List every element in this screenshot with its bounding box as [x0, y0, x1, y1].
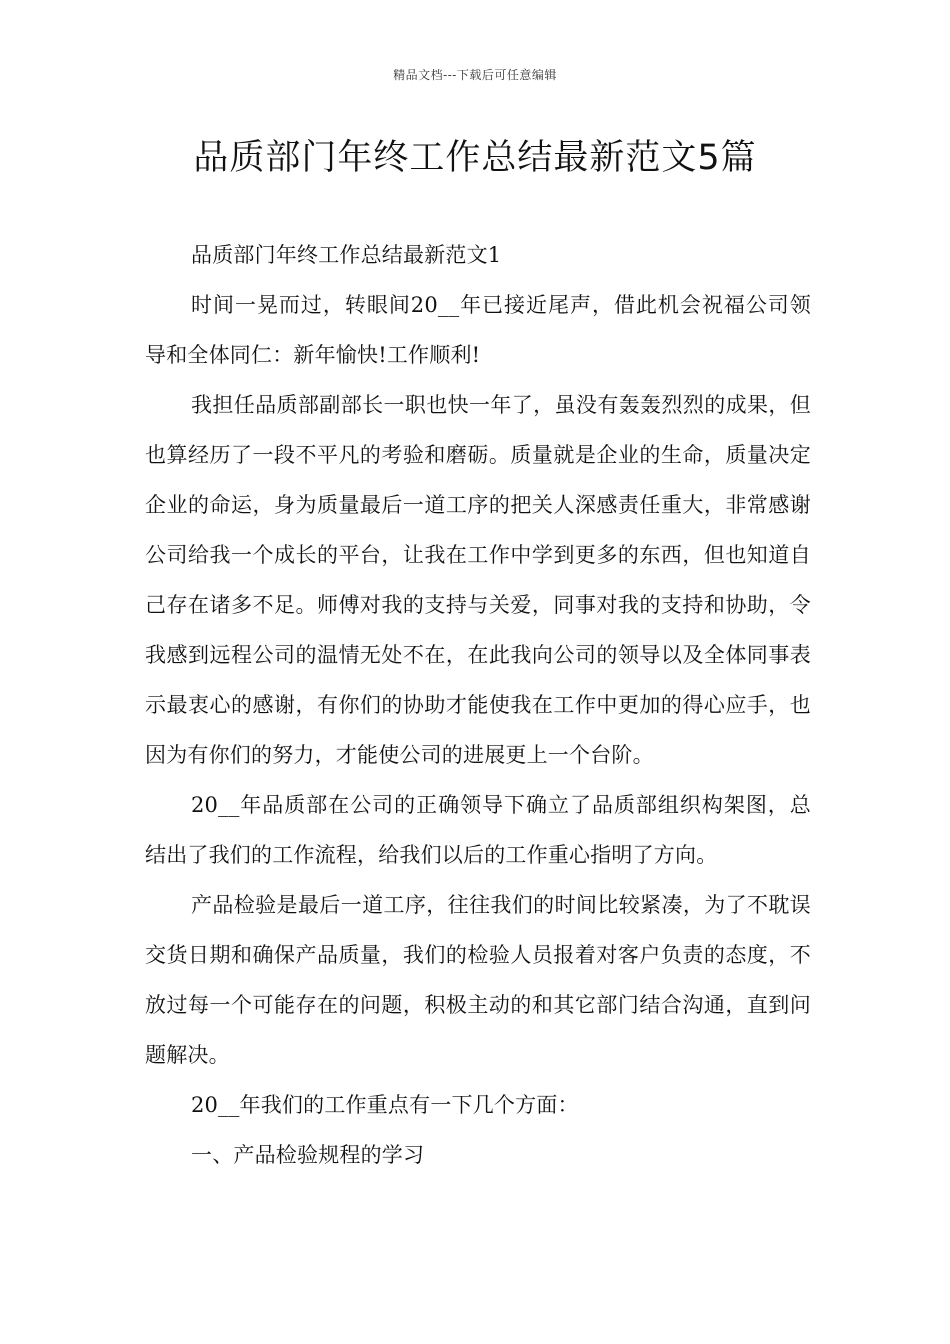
header-note: 精品文档---下载后可任意编辑 — [393, 68, 557, 82]
paragraph: 20__年品质部在公司的正确领导下确立了品质部组织构架图，总结出了我们的工作流程，给我们以后的工作重心指明了方向。 — [145, 793, 811, 867]
paragraph: 产品检验是最后一道工序，往往我们的时间比较紧凑，为了不耽误交货日期和确保产品质量，我们的检验人员报着对客户负责的态度，不放过每一个可能存在的问题，积极主动的和其它部门结合沟通，直到问题解决。 — [145, 893, 811, 1067]
paragraph: 我担任品质部副部长一职也快一年了，虽没有轰轰烈烈的成果，但也算经历了一段不平凡的考验和磨砺。质量就是企业的生命，质量决定企业的命运，身为质量最后一道工序的把关人深感责任重大，非常感谢公司给我一个成长的平台，让我在工作中学到更多的东西，但也知道自己存在诸多不足。师傅对我的支持与关爱，同事对我的支持和协助，令我感到远程公司的温情无处不在，在此我向公司的领导以及全体同事表示最衷心的感谢，有你们的协助才能使我在工作中更加的得心应手，也因为有你们的努力，才能使公司的进展更上一个台阶。 — [145, 393, 811, 767]
document-body — [145, 230, 811, 1180]
section-heading: 一、产品检验规程的学习 — [191, 1143, 425, 1167]
paragraph-subtitle: 品质部门年终工作总结最新范文1 — [191, 243, 502, 267]
page-title: 品质部门年终工作总结最新范文5篇 — [193, 138, 757, 178]
paragraph: 20__年我们的工作重点有一下几个方面： — [191, 1093, 579, 1117]
paragraph: 时间一晃而过，转眼间20__年已接近尾声，借此机会祝福公司领导和全体同仁：新年愉快!工作顺利! — [145, 293, 811, 367]
